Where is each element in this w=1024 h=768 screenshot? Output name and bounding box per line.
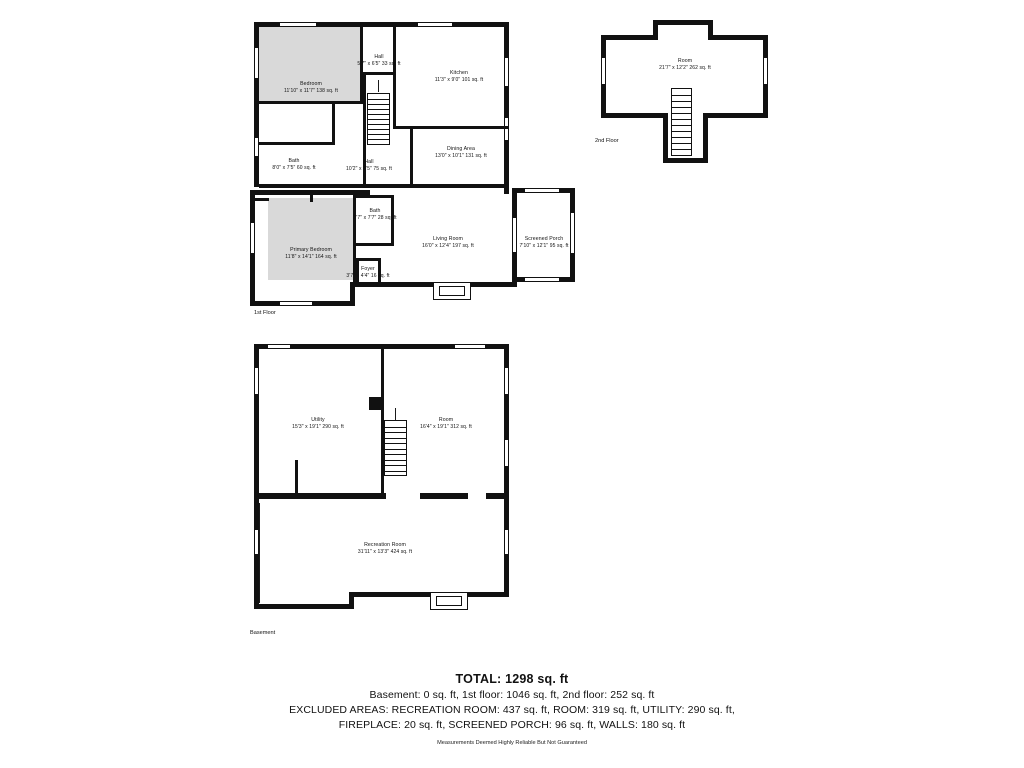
bsmt-window-top-2 bbox=[455, 345, 485, 349]
window-lower-bottom bbox=[280, 302, 312, 305]
window-right-1 bbox=[505, 58, 509, 86]
first-floor-plan bbox=[250, 18, 580, 318]
second-floor-plan bbox=[595, 18, 785, 158]
label-bath-2: Bath 3'7" x 7'7" 28 sq. ft bbox=[353, 208, 397, 221]
bsmt-window-top-1 bbox=[268, 345, 290, 349]
stairs-basement-arrow bbox=[395, 408, 396, 420]
label-dining-area: Dining Area 13'0" x 10'1" 131 sq. ft bbox=[435, 146, 487, 159]
wall-hall-lower-bottom bbox=[259, 184, 509, 188]
summary-breakdown: Basement: 0 sq. ft, 1st floor: 1046 sq. ft, 2nd floor: 252 sq. ft bbox=[369, 689, 655, 701]
wall-2nd-top-left-arm bbox=[601, 35, 658, 40]
window-top-2 bbox=[418, 23, 452, 27]
label-kitchen: Kitchen 11'3" x 9'0" 101 sq. ft bbox=[434, 70, 484, 83]
wall-primary-nook bbox=[255, 198, 269, 201]
wall-bsmt-column bbox=[369, 397, 381, 410]
stairs-arrow-shaft bbox=[378, 80, 379, 92]
window-primary-left bbox=[251, 223, 254, 253]
summary-excluded-2: FIREPLACE: 20 sq. ft, SCREENED PORCH: 96 sq. ft, WALLS: 180 sq. ft bbox=[338, 719, 686, 732]
label-utility: Utility 15'3" x 19'1" 290 sq. ft bbox=[292, 417, 344, 430]
summary-block bbox=[0, 672, 1024, 746]
stairs-second-floor bbox=[671, 88, 692, 156]
window-right-2 bbox=[505, 118, 509, 140]
wall-2nd-bottom-left bbox=[601, 113, 667, 118]
fireplace-hearth bbox=[433, 282, 471, 300]
summary-excluded-1: EXCLUDED AREAS: RECREATION ROOM: 437 sq. ft, ROOM: 319 sq. ft, UTILITY: 290 sq. ft, bbox=[289, 704, 735, 717]
wall-dining-left bbox=[410, 129, 413, 187]
wall-hall-upper-bottom bbox=[363, 72, 396, 75]
summary-disclaimer: Measurements Deemed Highly Reliable But Not Guaranteed bbox=[437, 739, 587, 746]
basement-fireplace-hearth bbox=[430, 592, 468, 610]
label-primary-bedroom: Primary Bedroom 11'8" x 14'1" 164 sq. ft bbox=[285, 247, 337, 260]
wall-2nd-bottom-right bbox=[703, 113, 768, 118]
caption-first-floor: 1st Floor bbox=[254, 310, 276, 316]
summary-total: TOTAL: 1298 sq. ft bbox=[455, 672, 569, 686]
bsmt-opening-mid-2 bbox=[468, 493, 486, 499]
wall-bath1-right bbox=[332, 104, 335, 144]
label-room-2nd: Room 21'7" x 12'2" 262 sq. ft bbox=[659, 58, 711, 71]
wall-bath1-bottom bbox=[259, 142, 335, 145]
wall-2nd-top-center bbox=[653, 20, 713, 25]
wall-bedroom-bottom bbox=[259, 101, 363, 104]
bsmt-window-left-1 bbox=[255, 368, 259, 394]
bsmt-window-right-2 bbox=[505, 440, 509, 466]
porch-opening-bottom bbox=[525, 278, 559, 281]
caption-basement: Basement bbox=[250, 630, 276, 636]
wall-bath2-bottom bbox=[356, 243, 394, 246]
label-hall-lower: Hall 10'2" x 7'5" 75 sq. ft bbox=[345, 159, 393, 172]
window-2nd-right bbox=[764, 58, 767, 84]
label-recreation-room: Recreation Room 31'11" x 13'3" 424 sq. ft bbox=[357, 542, 413, 555]
window-left-2 bbox=[255, 138, 259, 156]
wall-rec-inner-line bbox=[259, 503, 260, 603]
wall-lower-step bbox=[350, 282, 355, 306]
wall-2nd-stairwell-bottom bbox=[663, 158, 708, 163]
wall-2nd-top-right-arm bbox=[708, 35, 768, 40]
bsmt-window-rec-left bbox=[255, 530, 259, 554]
caption-second-floor: 2nd Floor bbox=[595, 138, 619, 144]
label-screened-porch: Screened Porch 7'10" x 12'1" 95 sq. ft bbox=[519, 236, 569, 249]
label-hall-upper: Hall 5'7" x 6'5" 33 sq. ft bbox=[357, 54, 401, 67]
wall-2nd-stairwell-left bbox=[663, 113, 668, 163]
stairs-first-floor bbox=[367, 93, 390, 145]
window-2nd-left bbox=[602, 58, 605, 84]
window-top-1 bbox=[280, 23, 316, 27]
wall-bath2-top bbox=[356, 195, 394, 198]
label-living-room: Living Room 16'0" x 12'4" 197 sq. ft bbox=[422, 236, 474, 249]
label-bedroom: Bedroom 11'10" x 11'7" 138 sq. ft bbox=[284, 81, 338, 94]
wall-bsmt-stub bbox=[295, 460, 298, 494]
basement-plan bbox=[250, 340, 580, 640]
bsmt-window-rec-right bbox=[505, 530, 509, 554]
label-foyer: Foyer 3'7" x 4'4" 16 sq. ft bbox=[346, 266, 390, 279]
label-bath-1: Bath 8'0" x 7'5" 60 sq. ft bbox=[272, 158, 316, 171]
wall-kitchen-left bbox=[393, 74, 396, 129]
bsmt-opening-mid-1 bbox=[386, 493, 420, 499]
wall-rec-bottom-right bbox=[349, 592, 509, 597]
wall-2nd-stairwell-right bbox=[703, 113, 708, 163]
porch-opening-top bbox=[525, 189, 559, 192]
label-room-basement: Room 16'4" x 19'1" 312 sq. ft bbox=[420, 417, 472, 430]
wall-primary-nook-2 bbox=[310, 194, 313, 202]
wall-rec-bottom-left bbox=[254, 604, 354, 609]
wall-rec-step bbox=[349, 592, 354, 609]
wall-foyer-top bbox=[356, 258, 381, 261]
window-left-1 bbox=[255, 48, 259, 78]
bsmt-window-right-1 bbox=[505, 368, 509, 394]
wall-right-upper bbox=[504, 22, 509, 194]
